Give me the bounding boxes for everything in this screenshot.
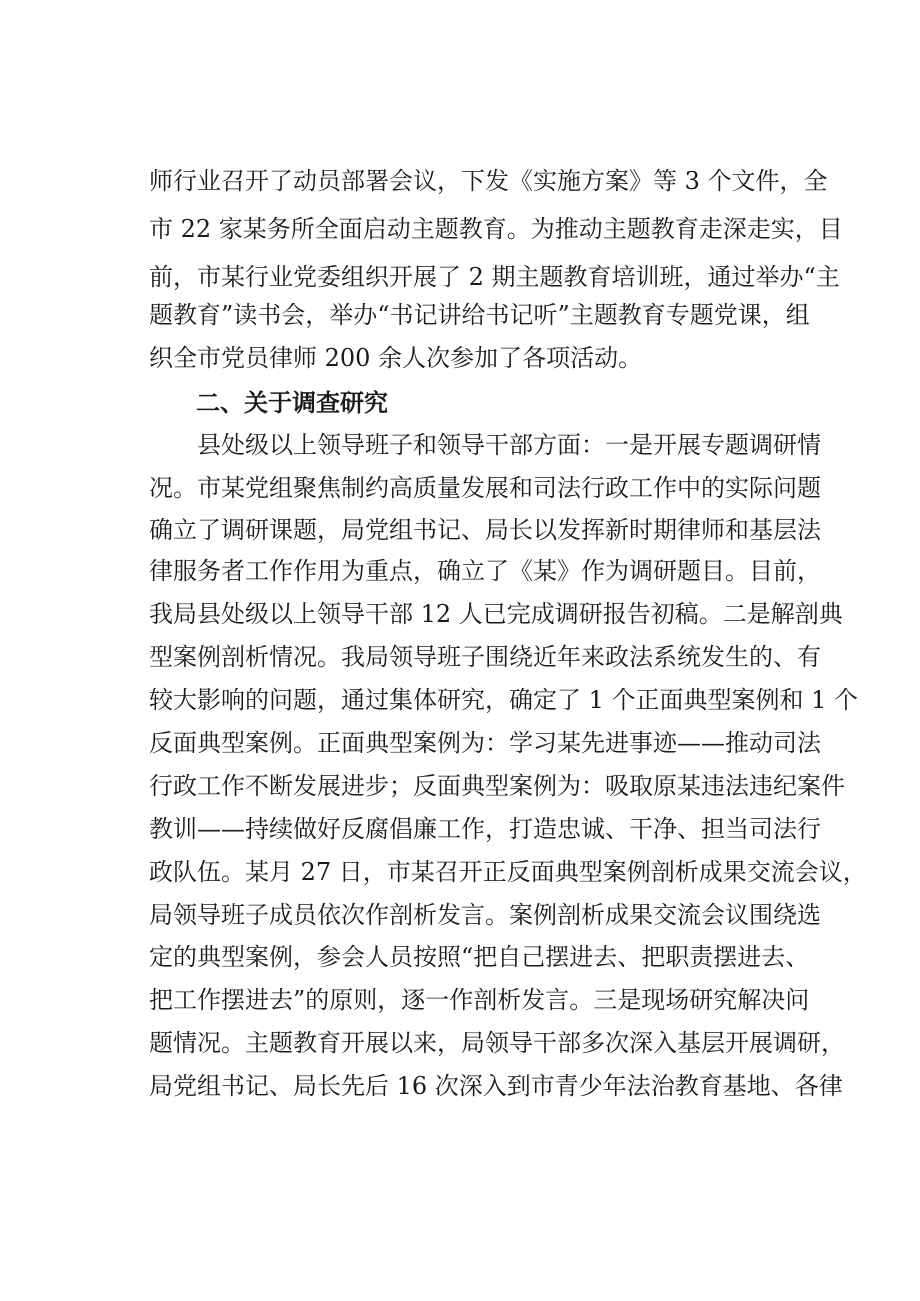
paragraph-line: 织全市党员律师 200 余人次参加了各项活动。 bbox=[149, 344, 643, 372]
paragraph-line: 况。市某党组聚焦制约高质量发展和司法行政工作中的实际问题 bbox=[149, 474, 821, 502]
paragraph-line: 题情况。主题教育开展以来，局领导干部多次深入基层开展调研， bbox=[149, 1029, 845, 1057]
paragraph-line: 反面典型案例。正面典型案例为：学习某先进事迹——推动司法 bbox=[149, 729, 821, 757]
paragraph-line: 局党组书记、局长先后 16 次深入到市青少年法治教育基地、各律 bbox=[149, 1072, 843, 1100]
paragraph-line: 县处级以上领导班子和领导干部方面：一是开展专题调研情 bbox=[149, 431, 821, 459]
paragraph-line: 定的典型案例，参会人员按照“把自己摆进去、把职责摆进去、 bbox=[149, 943, 810, 971]
paragraph-line: 局领导班子成员依次作剖析发言。案例剖析成果交流会议围绕选 bbox=[149, 901, 821, 929]
paragraph-line: 教训——持续做好反腐倡廉工作，打造忠诚、干净、担当司法行 bbox=[149, 815, 821, 843]
paragraph-line: 题教育”读书会，举办“书记讲给书记听”主题教育专题党课，组 bbox=[149, 301, 810, 329]
section-heading: 二、关于调查研究 bbox=[196, 389, 388, 417]
paragraph-line: 律服务者工作作用为重点，确立了《某》作为调研题目。目前， bbox=[149, 557, 821, 585]
paragraph-line: 前，市某行业党委组织开展了 2 期主题教育培训班，通过举办“主 bbox=[149, 263, 840, 291]
paragraph-line: 型案例剖析情况。我局领导班子围绕近年来政法系统发生的、有 bbox=[149, 643, 821, 671]
paragraph-line: 行政工作不断发展进步；反面典型案例为：吸取原某违法违纪案件 bbox=[149, 772, 845, 800]
paragraph-line: 市 22 家某务所全面启动主题教育。为推动主题教育走深走实，目 bbox=[149, 215, 843, 243]
paragraph-line: 较大影响的问题，通过集体研究，确定了 1 个正面典型案例和 1 个 bbox=[149, 686, 859, 714]
paragraph-line: 政队伍。某月 27 日，市某召开正反面典型案例剖析成果交流会议， bbox=[149, 858, 867, 886]
paragraph-line: 我局县处级以上领导干部 12 人已完成调研报告初稿。二是解剖典 bbox=[149, 600, 843, 628]
paragraph-line: 把工作摆进去”的原则，逐一作剖析发言。三是现场研究解决问 bbox=[149, 986, 810, 1014]
paragraph-line: 确立了调研课题，局党组书记、局长以发挥新时期律师和基层法 bbox=[149, 516, 821, 544]
paragraph-line: 师行业召开了动员部署会议，下发《实施方案》等 3 个文件，全 bbox=[149, 167, 828, 195]
